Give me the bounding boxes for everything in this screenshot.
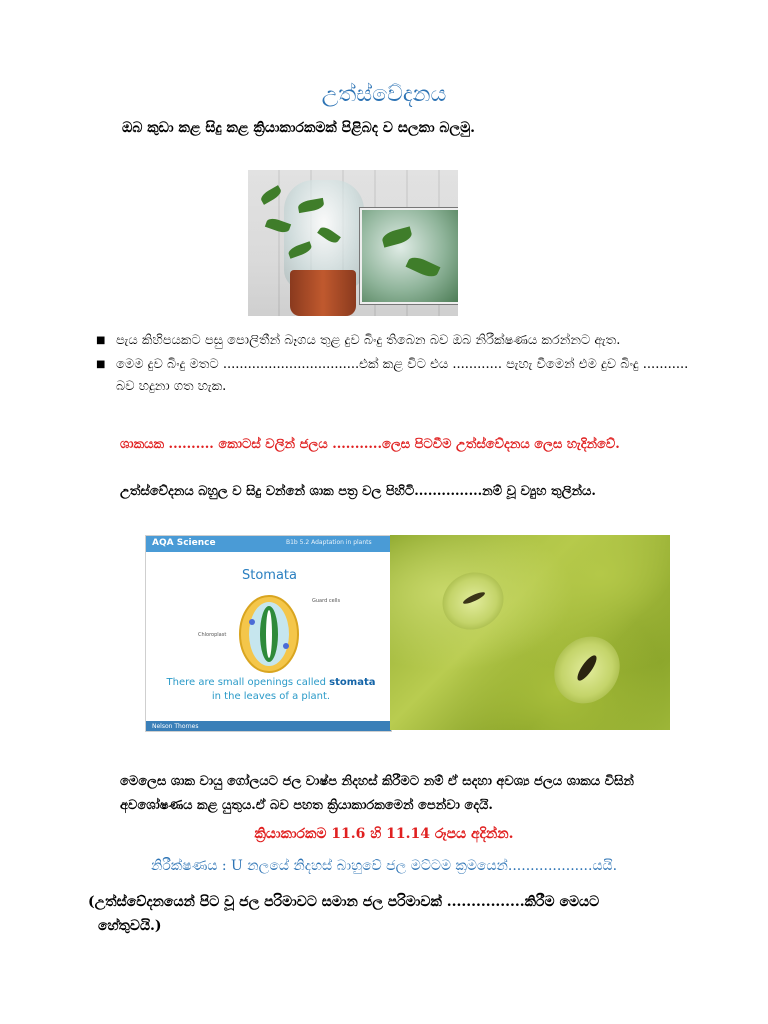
chloroplast-label: Chloroplast: [198, 632, 227, 638]
activity-instruction: ක්‍රියාකාරකම 11.6 හි 11.14 රූපය අදින්න.: [254, 826, 514, 842]
plant-bag-photo: [248, 170, 458, 316]
slide-caption: There are small openings called stomata in the leaves of a plant.: [166, 677, 376, 702]
page-title: උත්ස්වේදනය: [321, 82, 447, 107]
stomata-micrograph: [390, 535, 670, 730]
slide-footer: Nelson Thornes: [152, 723, 199, 730]
slide-heading: Stomata: [242, 568, 297, 583]
list-item: ■ පැය කිහිපයකට පසු පොලිතීන් බෑගය තුළ දුව බිංදු තිබෙන බව ඔබ නිරීක්ෂණය කරන්නට ඇත.: [96, 330, 696, 352]
intro-text: ඔබ කුඩා කළ සිදු කළ ක්‍රියාකාරකමක් පිළිබද ව සලකා බලමු.: [122, 120, 476, 136]
bullet-list: [96, 330, 696, 400]
paragraph-absorption: මෙලෙස ශාක වායු ගෝලයට ජල වාෂ්ප නිදහස් කිරීමට නම් ඒ සදහා අවශ්‍ය ජලය ශාකය විසින් අවශෝෂණය කළ යුතුය.ඒ බව පහත ක්‍රියාකාරකමෙන් පෙන්වා දෙයි.: [120, 774, 634, 813]
observation-text: නිරීක්ෂණය : U නලයේ නිදහස් බාහුවේ ජල මට්ටම ක්‍රමයෙන්...................යයි.: [150, 858, 618, 874]
stomata-text: උත්ස්වේදනය බහුල ව සිදු වන්නේ ශාක පත්‍ර වල පිහිටි...............නම් වූ ව්‍යුහ තුලින්ය.: [120, 484, 596, 499]
stomata-slide-image: [145, 535, 392, 732]
list-item: ■ මෙම දුව බිංදු මතට .................................එක් කළ විට එය ............ පැහැ වීමෙන් එම දුව බිංදු ........... බව හදුනා ගත හැක.: [96, 354, 696, 398]
paragraph-reason: (උත්ස්වේදනයෙන් පිට වූ ජල පරිමාවට සමාන ජල පරිමාවක් ................කිරීම මෙයට හේතුවයි.): [88, 894, 600, 934]
slide-subtitle: B1b 5.2 Adaptation in plants: [286, 539, 372, 546]
definition-text: ශාකයක .......... කොටස් වලින් ජලය ...........ලෙස පිටවීම උත්ස්වේදනය ලෙස හැදින්වේ.: [120, 437, 620, 452]
stomata-diagram: [238, 594, 300, 674]
guard-cells-label: Guard cells: [312, 598, 341, 604]
slide-logo: AQA Science: [152, 538, 216, 548]
